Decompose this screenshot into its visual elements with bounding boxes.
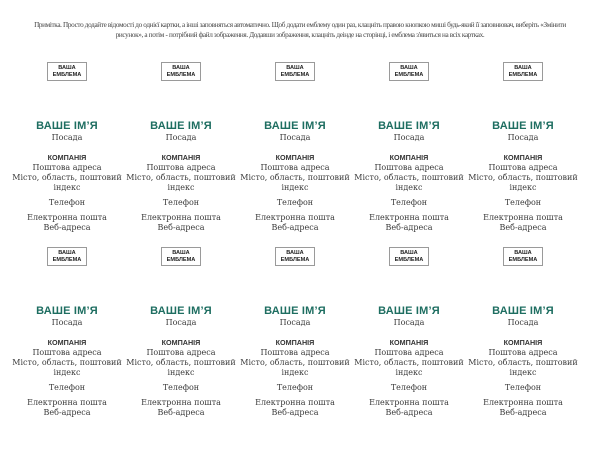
company-field[interactable]: КОМПАНІЯ: [503, 338, 543, 347]
city-field[interactable]: Місто, область, поштовий індекс: [240, 173, 350, 192]
business-card-grid: [0, 62, 600, 432]
logo-placeholder[interactable]: ВАША ЕМБЛЕМА: [47, 247, 87, 266]
job-title-field[interactable]: Посада: [393, 318, 425, 327]
name-field[interactable]: ВАШЕ ІМ’Я: [264, 120, 326, 132]
name-field[interactable]: ВАШЕ ІМ’Я: [492, 120, 554, 132]
website-field[interactable]: Веб-адреса: [499, 408, 547, 417]
card-row: [0, 62, 600, 247]
city-field[interactable]: Місто, область, поштовий індекс: [468, 173, 578, 192]
email-field[interactable]: Електронна пошта: [483, 213, 563, 222]
website-field[interactable]: Веб-адреса: [43, 223, 91, 232]
email-field[interactable]: Електронна пошта: [255, 213, 335, 222]
email-field[interactable]: Електронна пошта: [27, 213, 107, 222]
city-field[interactable]: Місто, область, поштовий індекс: [468, 358, 578, 377]
name-field[interactable]: ВАШЕ ІМ’Я: [36, 305, 98, 317]
email-field[interactable]: Електронна пошта: [141, 398, 221, 407]
name-field[interactable]: ВАШЕ ІМ’Я: [378, 305, 440, 317]
city-field[interactable]: Місто, область, поштовий індекс: [126, 173, 236, 192]
website-field[interactable]: Веб-адреса: [271, 408, 319, 417]
phone-field[interactable]: Телефон: [48, 198, 86, 207]
company-field[interactable]: КОМПАНІЯ: [275, 338, 315, 347]
card-row: [0, 247, 600, 432]
address-field[interactable]: Поштова адреса: [260, 348, 330, 357]
business-card[interactable]: [124, 62, 238, 233]
phone-field[interactable]: Телефон: [48, 383, 86, 392]
logo-placeholder[interactable]: ВАША ЕМБЛЕМА: [503, 247, 543, 266]
logo-placeholder[interactable]: ВАША ЕМБЛЕМА: [161, 62, 201, 81]
phone-field[interactable]: Телефон: [390, 198, 428, 207]
company-field[interactable]: КОМПАНІЯ: [47, 153, 87, 162]
business-card[interactable]: [238, 247, 352, 418]
city-field[interactable]: Місто, область, поштовий індекс: [126, 358, 236, 377]
website-field[interactable]: Веб-адреса: [157, 223, 205, 232]
address-field[interactable]: Поштова адреса: [260, 163, 330, 172]
address-field[interactable]: Поштова адреса: [374, 348, 444, 357]
job-title-field[interactable]: Посада: [51, 318, 83, 327]
name-field[interactable]: ВАШЕ ІМ’Я: [150, 305, 212, 317]
city-field[interactable]: Місто, область, поштовий індекс: [354, 173, 464, 192]
website-field[interactable]: Веб-адреса: [385, 408, 433, 417]
business-card[interactable]: [352, 62, 466, 233]
website-field[interactable]: Веб-адреса: [157, 408, 205, 417]
logo-placeholder[interactable]: ВАША ЕМБЛЕМА: [389, 247, 429, 266]
address-field[interactable]: Поштова адреса: [488, 163, 558, 172]
logo-placeholder[interactable]: ВАША ЕМБЛЕМА: [161, 247, 201, 266]
website-field[interactable]: Веб-адреса: [385, 223, 433, 232]
company-field[interactable]: КОМПАНІЯ: [275, 153, 315, 162]
logo-placeholder[interactable]: ВАША ЕМБЛЕМА: [47, 62, 87, 81]
company-field[interactable]: КОМПАНІЯ: [47, 338, 87, 347]
company-field[interactable]: КОМПАНІЯ: [161, 338, 201, 347]
logo-placeholder[interactable]: ВАША ЕМБЛЕМА: [389, 62, 429, 81]
job-title-field[interactable]: Посада: [51, 133, 83, 142]
email-field[interactable]: Електронна пошта: [141, 213, 221, 222]
address-field[interactable]: Поштова адреса: [488, 348, 558, 357]
website-field[interactable]: Веб-адреса: [271, 223, 319, 232]
logo-placeholder[interactable]: ВАША ЕМБЛЕМА: [275, 247, 315, 266]
business-card[interactable]: [466, 247, 580, 418]
email-field[interactable]: Електронна пошта: [255, 398, 335, 407]
name-field[interactable]: ВАШЕ ІМ’Я: [492, 305, 554, 317]
logo-placeholder[interactable]: ВАША ЕМБЛЕМА: [275, 62, 315, 81]
job-title-field[interactable]: Посада: [165, 133, 197, 142]
city-field[interactable]: Місто, область, поштовий індекс: [240, 358, 350, 377]
job-title-field[interactable]: Посада: [279, 133, 311, 142]
phone-field[interactable]: Телефон: [504, 383, 542, 392]
company-field[interactable]: КОМПАНІЯ: [161, 153, 201, 162]
business-card[interactable]: [10, 62, 124, 233]
job-title-field[interactable]: Посада: [507, 318, 539, 327]
business-card[interactable]: [124, 247, 238, 418]
name-field[interactable]: ВАШЕ ІМ’Я: [150, 120, 212, 132]
address-field[interactable]: Поштова адреса: [374, 163, 444, 172]
job-title-field[interactable]: Посада: [165, 318, 197, 327]
email-field[interactable]: Електронна пошта: [369, 213, 449, 222]
city-field[interactable]: Місто, область, поштовий індекс: [354, 358, 464, 377]
name-field[interactable]: ВАШЕ ІМ’Я: [264, 305, 326, 317]
job-title-field[interactable]: Посада: [393, 133, 425, 142]
city-field[interactable]: Місто, область, поштовий індекс: [12, 358, 122, 377]
phone-field[interactable]: Телефон: [276, 198, 314, 207]
phone-field[interactable]: Телефон: [504, 198, 542, 207]
name-field[interactable]: ВАШЕ ІМ’Я: [378, 120, 440, 132]
company-field[interactable]: КОМПАНІЯ: [503, 153, 543, 162]
name-field[interactable]: ВАШЕ ІМ’Я: [36, 120, 98, 132]
business-card[interactable]: [352, 247, 466, 418]
phone-field[interactable]: Телефон: [162, 198, 200, 207]
logo-placeholder[interactable]: ВАША ЕМБЛЕМА: [503, 62, 543, 81]
business-card[interactable]: [10, 247, 124, 418]
website-field[interactable]: Веб-адреса: [499, 223, 547, 232]
phone-field[interactable]: Телефон: [276, 383, 314, 392]
job-title-field[interactable]: Посада: [279, 318, 311, 327]
phone-field[interactable]: Телефон: [162, 383, 200, 392]
email-field[interactable]: Електронна пошта: [483, 398, 563, 407]
company-field[interactable]: КОМПАНІЯ: [389, 153, 429, 162]
business-card[interactable]: [238, 62, 352, 233]
business-card[interactable]: [466, 62, 580, 233]
job-title-field[interactable]: Посада: [507, 133, 539, 142]
address-field[interactable]: Поштова адреса: [32, 348, 102, 357]
address-field[interactable]: Поштова адреса: [146, 163, 216, 172]
phone-field[interactable]: Телефон: [390, 383, 428, 392]
email-field[interactable]: Електронна пошта: [27, 398, 107, 407]
email-field[interactable]: Електронна пошта: [369, 398, 449, 407]
company-field[interactable]: КОМПАНІЯ: [389, 338, 429, 347]
instruction-note: Примітка. Просто додайте відомості до однієї картки, а інші заповняться автоматично. Щоб додати емблему один раз, клацніть правою кнопкою миші будь-який її заповнювач, виберіть «Змінити рисунок», а потім - потрібний файл зображення. Додавши зображення, клацніть деінде на сторінці, і емблема з'явиться на всіх картках.: [34, 21, 566, 39]
address-field[interactable]: Поштова адреса: [32, 163, 102, 172]
address-field[interactable]: Поштова адреса: [146, 348, 216, 357]
city-field[interactable]: Місто, область, поштовий індекс: [12, 173, 122, 192]
website-field[interactable]: Веб-адреса: [43, 408, 91, 417]
